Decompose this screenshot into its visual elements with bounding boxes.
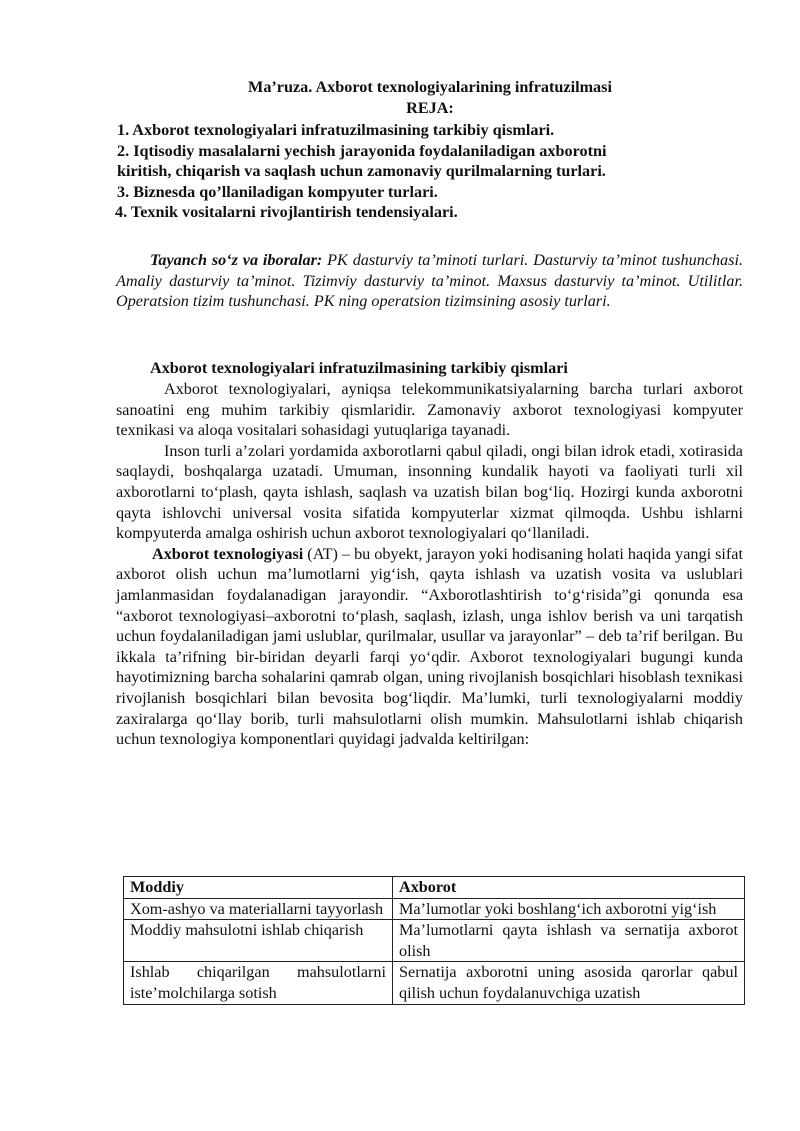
- column-header-material: Moddiy: [124, 877, 393, 899]
- plan-item-2-continued: kiritish, chiqarish va saqlash uchun zamonaviy qurilmalarning turlari.: [117, 162, 606, 181]
- keywords-paragraph: [116, 250, 743, 312]
- plan-item-1: 1. Axborot texnologiyalari infratuzilmasining tarkibiy qismlari.: [117, 121, 555, 139]
- table-header-row: [124, 877, 745, 899]
- components-table: [123, 876, 745, 1005]
- document-title: Ma’ruza. Axborot texnologiyalarining infratuzilmasi: [248, 78, 612, 96]
- paragraph-3: [116, 544, 743, 750]
- plan-item-2: 2. Iqtisodiy masalalarni yechish jarayonida foydalaniladigan axborotni: [117, 141, 607, 160]
- table-row: [124, 920, 745, 962]
- keywords-text: PK dasturviy ta’minoti turlari. Dasturviy ta’minot tushunchasi. Amaliy dasturviy ta’minot. Tizimviy dasturviy ta’minot. Maxsus dasturviy ta’minot. Utilitlar. Operatsion tizim tushunchasi. PK ning operatsion tizimsining asosiy turlari.: [116, 251, 743, 311]
- keywords-label: Tayanch so‘z va iboralar:: [150, 251, 323, 269]
- table-cell: Moddiy mahsulotni ishlab chiqarish: [124, 920, 393, 962]
- paragraph-3-text: (AT) – bu obyekt, jarayon yoki hodisaning holati haqida yangi sifat axborot olish uchun ma’lumotlarni yig‘ish, qayta ishlash va uzatish vosita va uslublari jamlanmasidan foydalanadigan jarayondir. “Axborotlashtirish to‘g‘risida”gi qonunda esa “axborot texnologiyasi–axborotni to‘plash, saqlash, izlash, unga ishlov berish va uni tarqatish uchun foydalaniladigan jami uslublar, qurilmalar, usullar va jarayonlar” – deb ta’rif berilgan. Bu ikkala ta’rifning bir-biridan deyarli farqi yo‘qdir. Axborot texnologiyalari bugungi kunda hayotimizning barcha sohalarini qamrab olgan, uning rivojlanish bosqichlari hisoblash texnikasi rivojlanish bosqichlari bilan bevosita bog‘liqdir. Ma’lumki, turli texnologiyalarni moddiy zaxiralarga qo‘llay borib, turli mahsulotlarni olish mumkin. Mahsulotlarni ishlab chiqarish uchun texnologiya komponentlari quyidagi jadvalda keltirilgan:: [116, 544, 743, 749]
- column-header-information: Axborot: [393, 877, 745, 899]
- table-row: [124, 898, 745, 920]
- plan-heading: REJA:: [406, 99, 454, 117]
- table-cell: Ma’lumotlar yoki boshlang‘ich axborotni yig‘ish: [393, 898, 745, 920]
- plan-item-4: 4. Texnik vositalarni rivojlantirish tendensiyalari.: [115, 203, 458, 222]
- plan-item-3: 3. Biznesda qo’llaniladigan kompyuter turlari.: [117, 182, 438, 201]
- paragraph-2: Inson turli a’zolari yordamida axborotlarni qabul qiladi, ongi bilan idrok etadi, xotirasida saqlaydi, boshqalarga uzatadi. Umuman, insonning kundalik hayoti va faoliyati turli xil axborotlarni to‘plash, qayta ishlash, saqlash va uzatish bilan bog‘liq. Hozirgi kunda axborotni qayta ishlovchi universal vosita sifatida kompyuterlar xizmat qilmoqda. Ushbu ishlarni kompyuterda amalga oshirish uchun axborot texnologiyalari qo‘llaniladi.: [116, 441, 743, 543]
- term-bold: Axborot texnologiyasi: [152, 544, 304, 563]
- table-cell: Ishlab chiqarilgan mahsulotlarni iste’molchilarga sotish: [124, 962, 393, 1004]
- paragraph-1: Axborot texnologiyalari, ayniqsa telekommunikatsiyalarning barcha turlari axborot sanoatini eng muhim tarkibiy qismlaridir. Zamonaviy axborot texnologiyasi kompyuter texnikasi va aloqa vositalari sohasidagi yutuqlariga tayanadi.: [116, 380, 743, 440]
- table-cell: Sernatija axborotni uning asosida qarorlar qabul qilish uchun foydalanuvchiga uzatish: [393, 962, 745, 1004]
- table-cell: Xom-ashyo va materiallarni tayyorlash: [124, 898, 393, 920]
- section-body: [116, 379, 743, 750]
- section-heading: Axborot texnologiyalari infratuzilmasining tarkibiy qismlari: [150, 359, 568, 377]
- table-row: [124, 962, 745, 1004]
- table-cell: Ma’lumotlarni qayta ishlash va sernatija axborot olish: [393, 920, 745, 962]
- plan-list: [115, 120, 735, 223]
